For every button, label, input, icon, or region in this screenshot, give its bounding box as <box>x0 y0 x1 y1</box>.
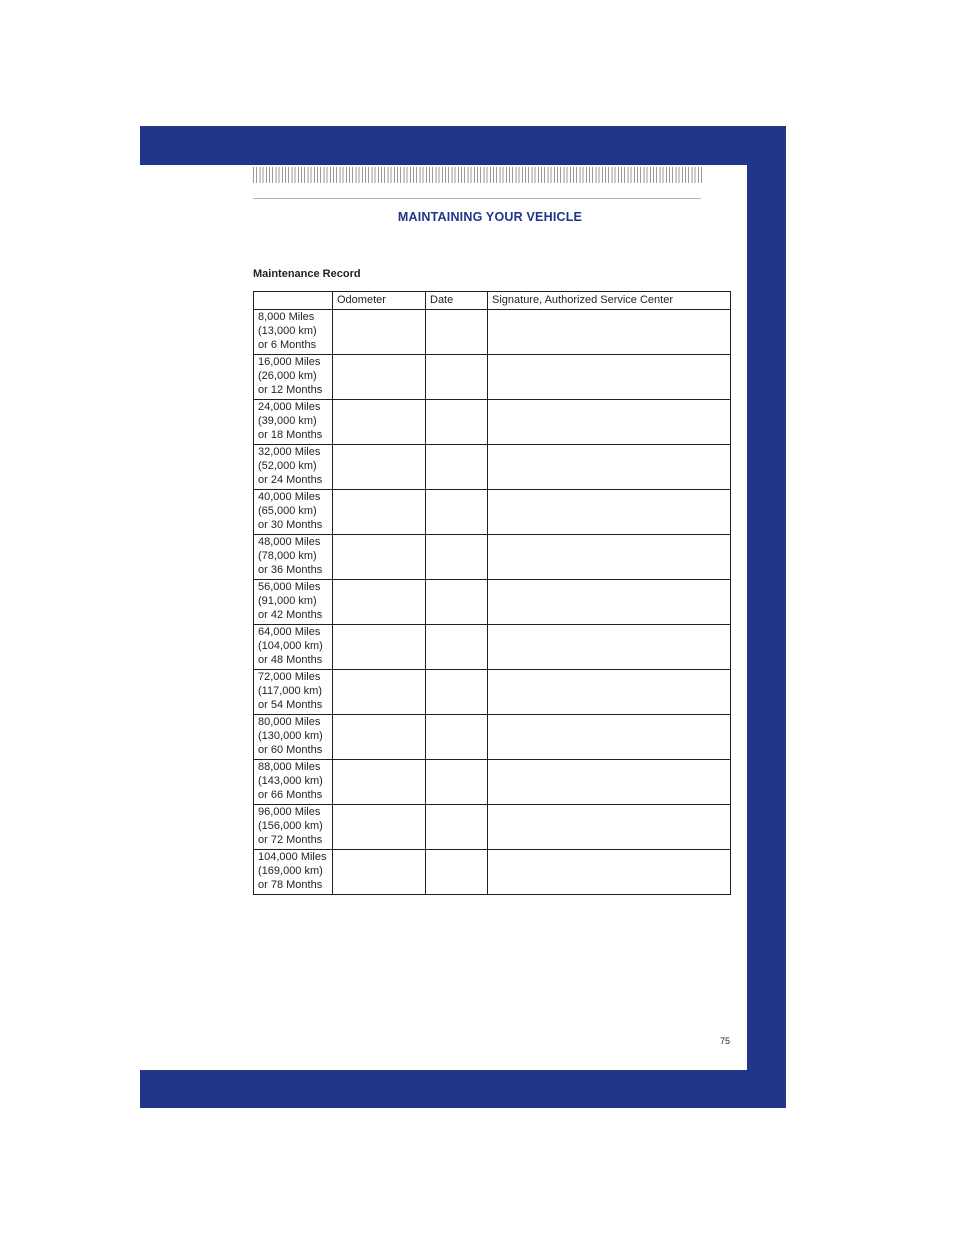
interval-km: (13,000 km) <box>258 325 317 337</box>
odometer-cell <box>333 850 426 895</box>
table-row <box>254 310 731 355</box>
date-cell <box>426 805 488 850</box>
signature-cell <box>488 715 731 760</box>
column-header-date: Date <box>426 292 488 310</box>
odometer-cell <box>333 670 426 715</box>
interval-months: or 48 Months <box>258 654 323 666</box>
interval-miles: 64,000 Miles <box>258 626 321 638</box>
service-interval-cell <box>254 535 333 580</box>
interval-miles: 96,000 Miles <box>258 806 321 818</box>
odometer-cell <box>333 310 426 355</box>
service-interval-cell <box>254 805 333 850</box>
table-header-row <box>254 292 731 310</box>
odometer-cell <box>333 805 426 850</box>
interval-km: (78,000 km) <box>258 550 317 562</box>
odometer-cell <box>333 445 426 490</box>
header-rule <box>253 198 701 199</box>
interval-months: or 72 Months <box>258 834 323 846</box>
interval-months: or 60 Months <box>258 744 323 756</box>
table-row <box>254 400 731 445</box>
date-cell <box>426 400 488 445</box>
table-row <box>254 715 731 760</box>
interval-months: or 54 Months <box>258 699 323 711</box>
date-cell <box>426 535 488 580</box>
page-number: 75 <box>719 1036 730 1046</box>
signature-cell <box>488 760 731 805</box>
date-cell <box>426 715 488 760</box>
table-row <box>254 760 731 805</box>
odometer-cell <box>333 625 426 670</box>
service-interval-cell <box>254 445 333 490</box>
interval-km: (130,000 km) <box>258 730 323 742</box>
page-frame-top <box>140 126 786 165</box>
interval-km: (104,000 km) <box>258 640 323 652</box>
signature-cell <box>488 400 731 445</box>
interval-months: or 12 Months <box>258 384 323 396</box>
signature-cell <box>488 310 731 355</box>
column-header-interval <box>254 292 333 310</box>
interval-miles: 32,000 Miles <box>258 446 321 458</box>
service-interval-cell <box>254 310 333 355</box>
interval-months: or 66 Months <box>258 789 323 801</box>
interval-months: or 24 Months <box>258 474 323 486</box>
interval-miles: 104,000 Miles <box>258 851 327 863</box>
interval-km: (65,000 km) <box>258 505 317 517</box>
table-row <box>254 490 731 535</box>
interval-km: (91,000 km) <box>258 595 317 607</box>
table-row <box>254 670 731 715</box>
date-cell <box>426 580 488 625</box>
column-header-signature: Signature, Authorized Service Center <box>488 292 731 310</box>
date-cell <box>426 310 488 355</box>
maintenance-record-title: Maintenance Record <box>253 268 361 280</box>
section-title: MAINTAINING YOUR VEHICLE <box>397 210 583 224</box>
signature-cell <box>488 490 731 535</box>
odometer-cell <box>333 760 426 805</box>
signature-cell <box>488 625 731 670</box>
odometer-cell <box>333 535 426 580</box>
signature-cell <box>488 670 731 715</box>
table-row <box>254 625 731 670</box>
odometer-cell <box>333 355 426 400</box>
table-row <box>254 535 731 580</box>
signature-cell <box>488 445 731 490</box>
interval-km: (117,000 km) <box>258 685 322 697</box>
odometer-cell <box>333 490 426 535</box>
interval-km: (143,000 km) <box>258 775 323 787</box>
interval-miles: 16,000 Miles <box>258 356 321 368</box>
service-interval-cell <box>254 625 333 670</box>
interval-miles: 88,000 Miles <box>258 761 321 773</box>
interval-km: (39,000 km) <box>258 415 317 427</box>
date-cell <box>426 355 488 400</box>
service-interval-cell <box>254 490 333 535</box>
date-cell <box>426 670 488 715</box>
odometer-cell <box>333 400 426 445</box>
table-row <box>254 805 731 850</box>
interval-miles: 40,000 Miles <box>258 491 321 503</box>
table-row <box>254 355 731 400</box>
decorative-tick-strip <box>253 167 703 183</box>
interval-miles: 48,000 Miles <box>258 536 321 548</box>
interval-km: (52,000 km) <box>258 460 317 472</box>
signature-cell <box>488 805 731 850</box>
page-frame-right <box>747 126 786 1108</box>
interval-km: (156,000 km) <box>258 820 323 832</box>
interval-months: or 6 Months <box>258 339 317 351</box>
interval-miles: 72,000 Miles <box>258 671 321 683</box>
date-cell <box>426 490 488 535</box>
service-interval-cell <box>254 580 333 625</box>
interval-months: or 30 Months <box>258 519 323 531</box>
service-interval-cell <box>254 850 333 895</box>
interval-km: (169,000 km) <box>258 865 323 877</box>
service-interval-cell <box>254 400 333 445</box>
date-cell <box>426 850 488 895</box>
column-header-odometer: Odometer <box>333 292 426 310</box>
odometer-cell <box>333 580 426 625</box>
interval-miles: 8,000 Miles <box>258 311 315 323</box>
signature-cell <box>488 535 731 580</box>
odometer-cell <box>333 715 426 760</box>
service-interval-cell <box>254 760 333 805</box>
signature-cell <box>488 850 731 895</box>
interval-miles: 80,000 Miles <box>258 716 321 728</box>
date-cell <box>426 625 488 670</box>
interval-months: or 36 Months <box>258 564 323 576</box>
table-row <box>254 850 731 895</box>
signature-cell <box>488 580 731 625</box>
interval-months: or 78 Months <box>258 879 323 891</box>
interval-months: or 18 Months <box>258 429 323 441</box>
interval-miles: 56,000 Miles <box>258 581 321 593</box>
interval-months: or 42 Months <box>258 609 323 621</box>
table-row <box>254 580 731 625</box>
maintenance-record-table <box>253 291 731 895</box>
service-interval-cell <box>254 670 333 715</box>
service-interval-cell <box>254 355 333 400</box>
signature-cell <box>488 355 731 400</box>
date-cell <box>426 445 488 490</box>
service-interval-cell <box>254 715 333 760</box>
interval-miles: 24,000 Miles <box>258 401 321 413</box>
interval-km: (26,000 km) <box>258 370 317 382</box>
table-row <box>254 445 731 490</box>
date-cell <box>426 760 488 805</box>
page-frame-bottom <box>140 1070 786 1108</box>
